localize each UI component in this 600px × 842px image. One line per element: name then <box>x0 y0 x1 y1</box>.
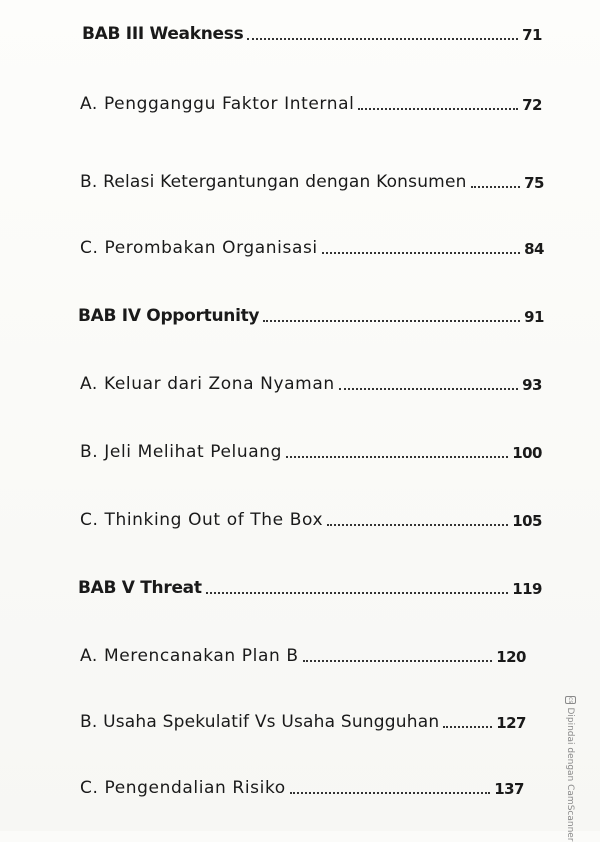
dot-leader <box>290 791 490 794</box>
toc-page-number: 119 <box>512 580 542 598</box>
dot-leader <box>443 725 492 728</box>
toc-entry-a-pengganggu <box>80 94 542 114</box>
toc-page-number: 93 <box>522 376 542 394</box>
dot-leader <box>303 659 493 662</box>
dot-leader <box>339 387 518 390</box>
dot-leader <box>263 319 520 322</box>
toc-entry-label: B. Usaha Spekulatif Vs Usaha Sungguhan <box>80 712 440 732</box>
dot-leader <box>327 523 508 526</box>
toc-page-number: 137 <box>494 780 524 798</box>
toc-page-number: 120 <box>496 648 526 666</box>
toc-entry-bab-iii <box>82 24 542 44</box>
dot-leader <box>322 251 520 254</box>
toc-entry-a-merencanakan <box>80 646 526 666</box>
toc-entry-bab-iv <box>78 306 544 326</box>
toc-entry-label: B. Jeli Melihat Peluang <box>80 442 283 462</box>
toc-page-number: 127 <box>496 714 526 732</box>
toc-entry-b-jeli <box>80 442 542 462</box>
toc-entry-label: A. Keluar dari Zona Nyaman <box>80 374 335 394</box>
toc-page-number: 84 <box>524 240 544 258</box>
toc-entry-b-relasi <box>80 172 544 192</box>
dot-leader <box>286 455 508 458</box>
toc-entry-c-thinking <box>80 510 542 530</box>
dot-leader <box>206 591 509 594</box>
toc-page-number: 105 <box>512 512 542 530</box>
camscanner-watermark <box>565 696 576 842</box>
toc-entry-label: C. Thinking Out of The Box <box>80 510 324 530</box>
toc-entry-label: BAB IV Opportunity <box>78 306 260 326</box>
toc-entry-label: BAB V Threat <box>78 578 202 598</box>
dot-leader <box>358 107 518 110</box>
toc-page-number: 75 <box>524 174 544 192</box>
toc-entry-label: C. Perombakan Organisasi <box>80 238 318 258</box>
camscanner-icon: cs <box>567 697 574 704</box>
toc-entry-a-keluar <box>80 374 542 394</box>
toc-entry-label: B. Relasi Ketergantungan dengan Konsumen <box>80 172 467 192</box>
toc-entry-label: A. Merencanakan Plan B <box>80 646 299 666</box>
toc-entry-label: C. Pengendalian Risiko <box>80 778 286 798</box>
toc-entry-c-pengendalian <box>80 778 524 798</box>
dot-leader <box>471 185 521 188</box>
toc-entry-c-perombakan <box>80 238 544 258</box>
toc-entry-label: BAB III Weakness <box>82 24 244 44</box>
watermark-text: Dipindai dengan CamScanner <box>565 707 576 842</box>
toc-entry-label: A. Pengganggu Faktor Internal <box>80 94 355 114</box>
toc-entry-b-usaha <box>80 712 526 732</box>
toc-entry-bab-v <box>78 578 542 598</box>
toc-page-number: 72 <box>522 96 542 114</box>
toc-page-number: 91 <box>524 308 544 326</box>
dot-leader <box>247 37 518 40</box>
toc-page-number: 100 <box>512 444 542 462</box>
toc-page-number: 71 <box>522 26 542 44</box>
